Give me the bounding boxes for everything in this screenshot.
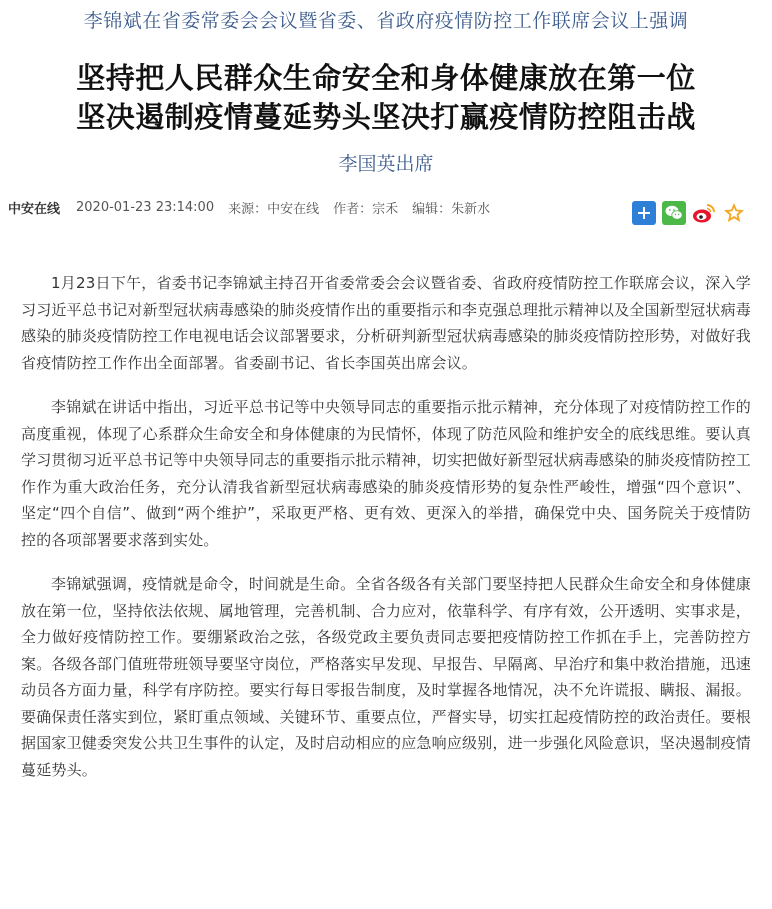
weibo-icon[interactable] bbox=[692, 201, 716, 225]
author-value: 宗禾 bbox=[372, 202, 399, 217]
share-bar bbox=[632, 201, 746, 225]
author-label: 作者： bbox=[333, 202, 373, 217]
article-subtitle: 李锦斌在省委常委会会议暨省委、省政府疫情防控工作联席会议上强调 bbox=[83, 10, 689, 32]
site-logo[interactable]: 中安在线 bbox=[8, 202, 61, 217]
source-label: 来源： bbox=[228, 202, 268, 217]
editor-label: 编辑： bbox=[412, 202, 452, 217]
publish-datetime: 2020-01-23 23:14:00 bbox=[76, 200, 215, 215]
favorite-star-icon[interactable] bbox=[722, 201, 746, 225]
article-title-line-2: 坚决遏制疫情蔓延势头坚决打赢疫情防控阻击战 bbox=[76, 100, 696, 134]
article-paragraph: 1月23日下午，省委书记李锦斌主持召开省委常委会会议暨省委、省政府疫情防控工作联席会议，深入学习习近平总书记对新型冠状病毒感染的肺炎疫情作出的重要指示和李克强总理批示精神以及全国新型冠状病毒感染的肺炎疫情防控工作电视电话会议部署要求，分析研判新型冠状病毒感染的肺炎疫情防控形势，对做好我省疫情防控工作作出全面部署。省委副书记、省长李国英出席会议。 bbox=[21, 274, 751, 372]
article-title-line-1: 坚持把人民群众生命安全和身体健康放在第一位 bbox=[76, 61, 696, 95]
article-attendee-line: 李国英出席 bbox=[338, 153, 434, 175]
article-body bbox=[21, 270, 751, 801]
article-meta bbox=[8, 198, 504, 217]
wechat-icon[interactable] bbox=[662, 201, 686, 225]
article-paragraph: 李锦斌强调，疫情就是命令，时间就是生命。全省各级各有关部门要坚持把人民群众生命安全和身体健康放在第一位，坚持依法依规、属地管理，完善机制、合力应对，依靠科学、有序有效，公开透明、实事求是，全力做好疫情防控工作。要绷紧政治之弦，各级党政主要负责同志要把疫情防控工作抓在手上，完善防控方案。各级各部门值班带班领导要坚守岗位，严格落实早发现、早报告、早隔离、早治疗和集中救治措施，迅速动员各方面力量，科学有序防控。要实行每日零报告制度，及时掌握各地情况，决不允许谎报、瞒报、漏报。要确保责任落实到位，紧盯重点领域、关键环节、重要点位，严督实导，切实扛起疫情防控的政治责任。要根据国家卫健委突发公共卫生事件的认定，及时启动相应的应急响应级别，进一步强化风险意识，坚决遏制疫情蔓延势头。 bbox=[21, 575, 751, 779]
plus-share-icon[interactable] bbox=[632, 201, 656, 225]
article-paragraph: 李锦斌在讲话中指出，习近平总书记等中央领导同志的重要指示批示精神，充分体现了对疫情防控工作的高度重视，体现了心系群众生命安全和身体健康的为民情怀，体现了防范风险和维护安全的底线思维。要认真学习贯彻习近平总书记等中央领导同志的重要指示批示精神，切实把做好新型冠状病毒感染的肺炎疫情防控工作作为重大政治任务，充分认清我省新型冠状病毒感染的肺炎疫情形势的复杂性严峻性，增强“四个意识”、坚定“四个自信”、做到“两个维护”，采取更严格、更有效、更深入的举措，确保党中央、国务院关于疫情防控的各项部署要求落到实处。 bbox=[21, 398, 751, 549]
source-value: 中安在线 bbox=[267, 202, 320, 217]
editor-value: 朱新水 bbox=[451, 202, 491, 217]
